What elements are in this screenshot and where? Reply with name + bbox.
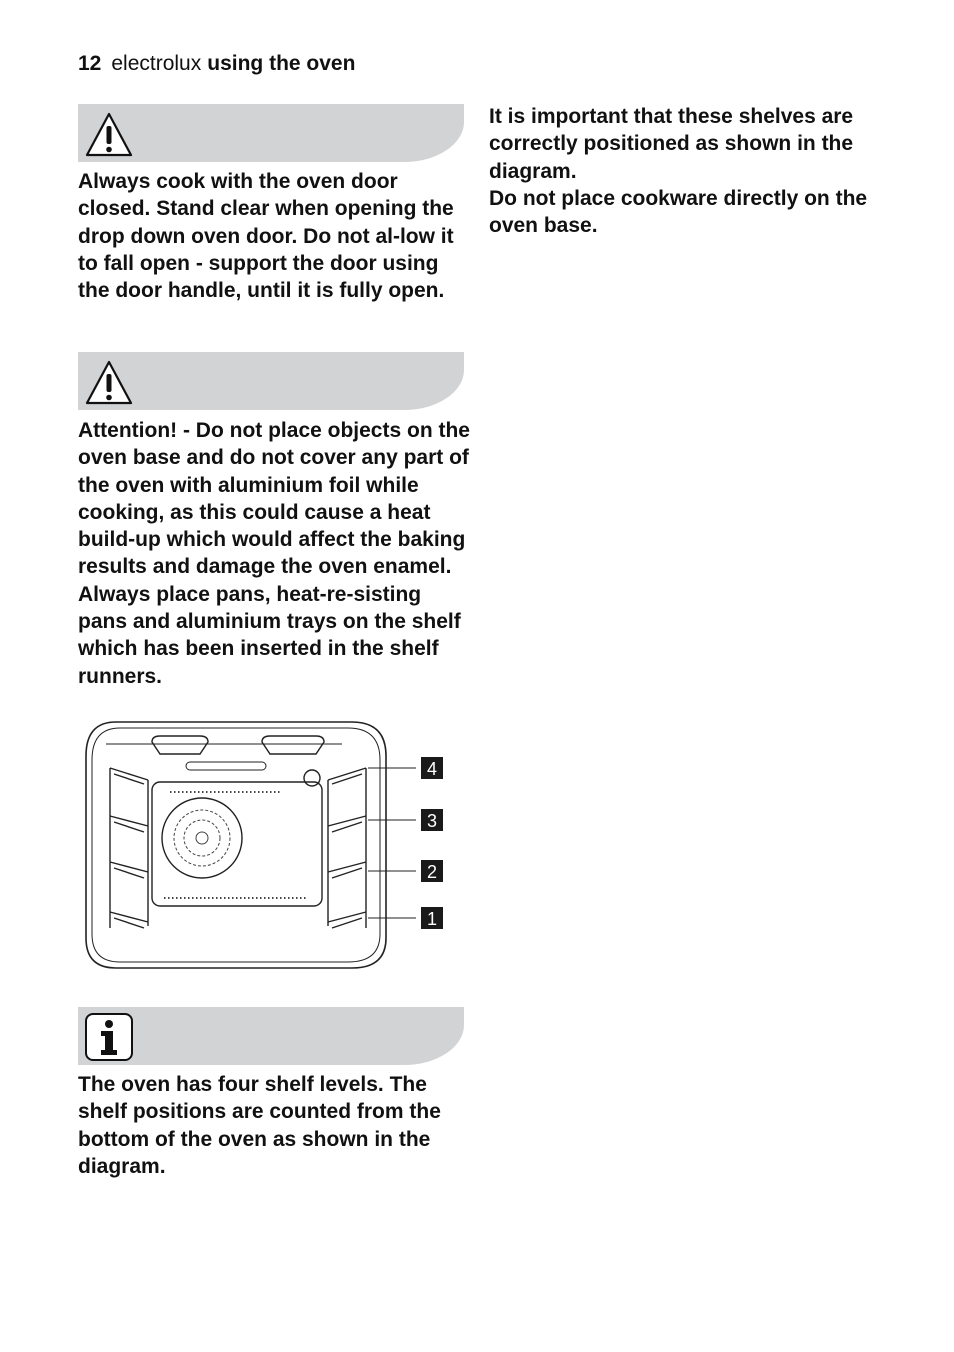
info-text: The oven has four shelf levels. The shelf positions are counted from the bottom of the oven as shown in the diagram. (78, 1073, 441, 1178)
section-title: using the oven (207, 52, 356, 75)
svg-text:4: 4 (426, 759, 438, 779)
warning-triangle-icon (84, 109, 134, 159)
cookware-note: Do not place cookware directly on the oven base. (489, 186, 868, 238)
warning-text: Always cook with the oven door closed. Stand clear when opening the drop down oven door. Do not al-low it to fall open - support the door using the door handle, until it is fully open. (78, 170, 454, 303)
warning-banner (78, 352, 464, 410)
shelf-label-2 (421, 860, 443, 882)
svg-text:2: 2 (426, 862, 438, 882)
svg-text:1: 1 (426, 909, 438, 929)
info-banner (78, 1007, 464, 1065)
warning-triangle-icon (84, 357, 134, 407)
shelf-label-4 (421, 757, 443, 779)
shelf-label-3 (421, 809, 443, 831)
svg-text:3: 3 (426, 811, 438, 831)
warning-text: Attention! - Do not place objects on the oven base and do not cover any part of the oven with aluminium foil while cooking, as this could cause a heat build-up which would affect the baking results and damage the oven enamel. Always place pans, heat-re-sisting pans and aluminium trays on the shelf which has been inserted in the shelf runners. (78, 419, 470, 688)
shelf-position-note: It is important that these shelves are correctly positioned as shown in the diagram. (489, 105, 854, 183)
page-number: 12 (78, 52, 102, 75)
oven-shelf-diagram (80, 716, 460, 978)
warning-banner (78, 104, 464, 162)
brand-name: electrolux (111, 52, 202, 75)
right-column-text (489, 103, 889, 239)
info-icon (84, 1012, 134, 1062)
page-header (78, 52, 355, 76)
shelf-label-1 (421, 907, 443, 929)
